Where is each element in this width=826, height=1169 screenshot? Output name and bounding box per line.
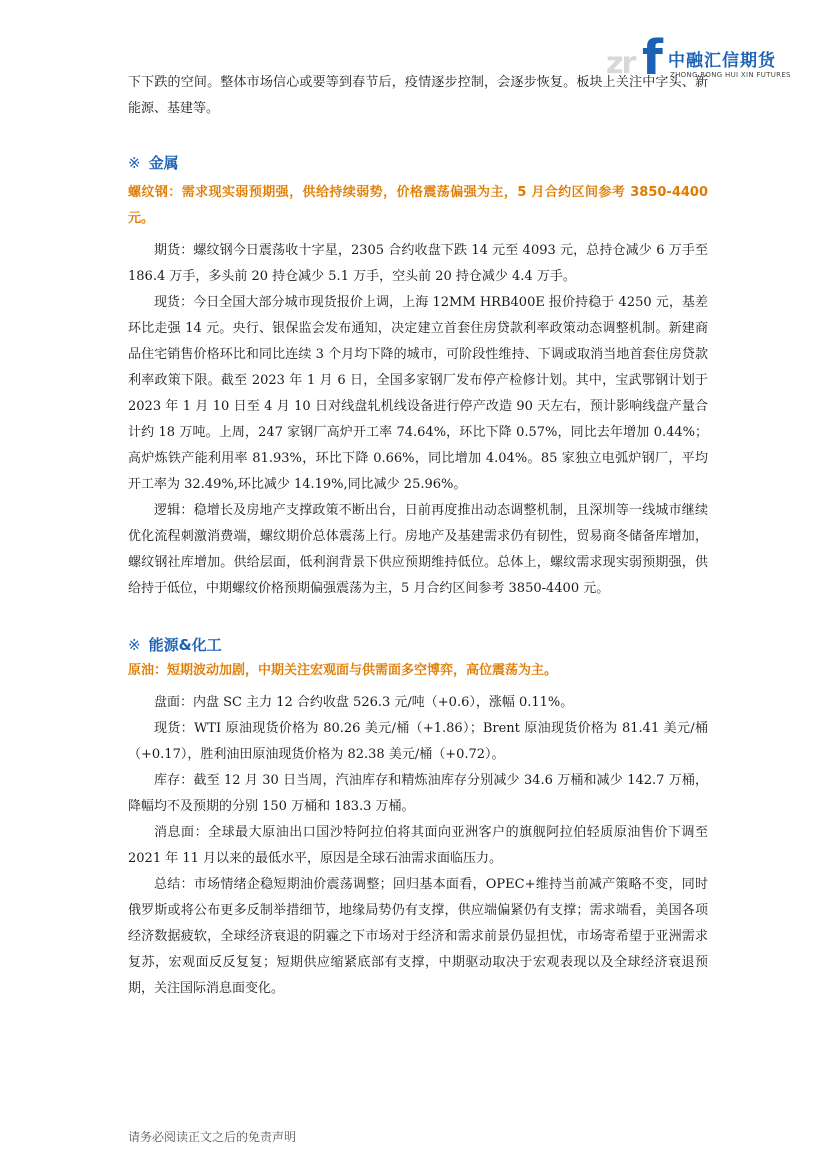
rebar-subheading: 螺纹钢：需求现实弱预期强，供给持续弱势，价格震荡偏强为主，5 月合约区间参考 3850-4400 元。 — [128, 185, 708, 226]
crude-market-paragraph: 盘面：内盘 SC 主力 12 合约收盘 526.3 元/吨（+0.6），涨幅 0.11%。 — [154, 695, 574, 710]
rebar-logic-paragraph: 逻辑：稳增长及房地产支撑政策不断出台，日前再度推出动态调整机制，且深圳等一线城市继续优化流程刺激消费端，螺纹期价总体震荡上行。房地产及基建需求仍有韧性，贸易商冬储备库增加，螺纹钢社库增加。供给层面，低利润背景下供应预期维持低位。总体上，螺纹需求现实弱预期强，供给持于低位，中期螺纹价格预期偏强震荡为主，5 月合约区间参考 3850-4400 元。 — [128, 503, 708, 596]
logo-mark: zr — [606, 46, 635, 81]
section-title: 金属 — [148, 154, 179, 172]
section-heading-metals — [128, 150, 708, 176]
logo-name-en: ZHONG RONG HUI XIN FUTURES — [670, 71, 791, 79]
section-mark: ※ — [128, 636, 141, 654]
rebar-spot-paragraph: 现货：今日全国大部分城市现货报价上调，上海 12MM HRB400E 报价持稳于 4250 元，基差环比走强 14 元。央行、银保监会发布通知，决定建立首套住房贷款利率政策动态调整机制。新建商品住宅销售价格环比和同比连续 3 个月均下降的城市，可阶段性维持、下调或取消当地首套住房贷款利率政策下限。截至 2023 年 1 月 6 日，全国多家钢厂发布停产检修计划。其中，宝武鄂钢计划于 2023 年 1 月 10 日至 4 月 10 日对线盘轧机线设备进行停产改造 90 天左右，预计影响线盘产量合计约 18 万吨。上周，247 家钢厂高炉开工率 74.64%，环比下降 0.57%，同比去年增加 0.44%；高炉炼铁产能利用率 81.93%，环比下降 0.66%，同比增加 4.04%。85 家独立电弧炉钢厂，平均开工率为 32.49%,环比减少 14.19%,同比减少 25.96%。 — [128, 295, 708, 492]
crude-summary-paragraph: 总结：市场情绪企稳短期油价震荡调整；回归基本面看，OPEC+维持当前减产策略不变，同时俄罗斯或将公布更多反制举措细节，地缘局势仍有支撑，供应端偏紧仍有支撑；需求端看，美国各项经济数据疲软，全球经济衰退的阴霾之下市场对于经济和需求前景仍显担忧，市场寄希望于亚洲需求复苏，宏观面反反复复；短期供应缩紧底部有支撑，中期驱动取决于宏观表现以及全球经济衰退预期，关注国际消息面变化。 — [128, 877, 708, 996]
disclaimer-footer: 请务必阅读正文之后的免责声明 — [128, 1130, 297, 1144]
section-title: 能源&化工 — [148, 636, 222, 654]
crude-news-paragraph: 消息面：全球最大原油出口国沙特阿拉伯将其面向亚洲客户的旗舰阿拉伯轻质原油售价下调至 2021 年 11 月以来的最低水平，原因是全球石油需求面临压力。 — [128, 825, 708, 866]
intro-paragraph: 下下跌的空间。整体市场信心或要等到春节后，疫情逐步控制，会逐步恢复。板块上关注中字头、新能源、基建等。 — [128, 75, 708, 116]
crude-spot-paragraph: 现货：WTI 原油现货价格为 80.26 美元/桶（+1.86）；Brent 原油现货价格为 81.41 美元/桶（+0.17），胜利油田原油现货价格为 82.38 美元/桶（+0.72）。 — [128, 721, 708, 762]
rebar-futures-paragraph: 期货：螺纹钢今日震荡收十字星，2305 合约收盘下跌 14 元至 4093 元，总持仓减少 6 万手至 186.4 万手，多头前 20 持仓减少 5.1 万手，空头前 20 持仓减少 4.4 万手。 — [128, 243, 708, 284]
crude-inventory-paragraph: 库存：截至 12 月 30 日当周，汽油库存和精炼油库存分别减少 34.6 万桶和减少 142.7 万桶，降幅均不及预期的分别 150 万桶和 183.3 万桶。 — [128, 773, 708, 814]
section-mark: ※ — [128, 154, 141, 172]
section-heading-energy — [128, 632, 708, 658]
logo-f-mark: f — [642, 30, 663, 86]
logo-name-cn: 中融汇信期货 — [668, 51, 776, 71]
document-body — [128, 70, 708, 1002]
crude-oil-subheading: 原油：短期波动加剧，中期关注宏观面与供需面多空博弈，高位震荡为主。 — [128, 663, 558, 678]
